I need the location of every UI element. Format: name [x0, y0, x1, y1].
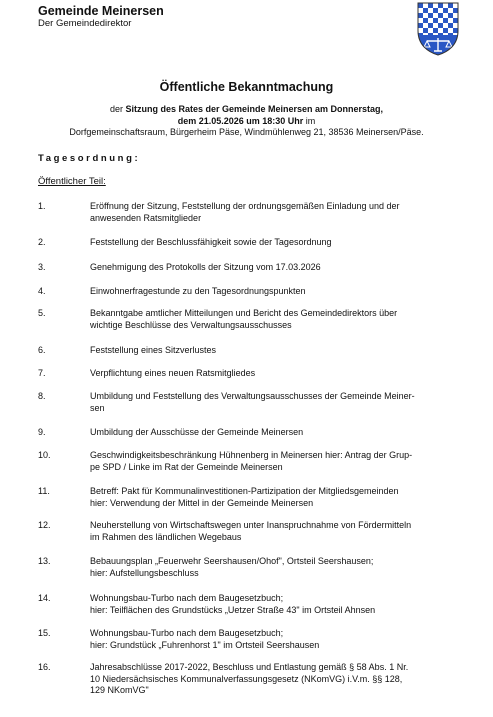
item-line: Neuherstellung von Wirtschaftswegen unter Inanspruchnahme von Fördermitteln [90, 520, 412, 530]
intro-line-3: Dorfgemeinschaftsraum, Bürgerheim Päse, Windmühlenweg 21, 38536 Meinersen/Päse. [69, 127, 424, 137]
item-line: Feststellung eines Sitzverlustes [90, 345, 217, 355]
item-line: Bebauungsplan „Feuerwehr Seershausen/Ohof", Ortsteil Seershausen; [90, 556, 374, 566]
item-text [90, 201, 463, 224]
item-line: Feststellung der Beschlussfähigkeit sowie der Tagesordnung [90, 237, 332, 247]
item-line: wichtige Beschlüsse des Verwaltungsausschusses [90, 319, 292, 330]
item-text [90, 391, 463, 414]
item-number: 6. [38, 345, 46, 355]
page-title: Öffentliche Bekanntmachung [159, 80, 334, 94]
item-line: hier: Verwendung der Mittel in der Gemeinde Meinersen [90, 497, 314, 508]
item-number: 9. [38, 427, 46, 437]
item-number: 3. [38, 262, 46, 272]
org-subtitle: Der Gemeindedirektor [38, 18, 132, 29]
item-line: Bekanntgabe amtlicher Mitteilungen und Bericht des Gemeindedirektors über [90, 308, 398, 318]
item-line: Wohnungsbau-Turbo nach dem Baugesetzbuch; [90, 628, 284, 638]
item-line: Eröffnung der Sitzung, Feststellung der ordnungsgemäßen Einladung und der [90, 201, 400, 211]
item-text [90, 286, 463, 298]
item-line: Genehmigung des Protokolls der Sitzung vom 17.03.2026 [90, 262, 321, 272]
item-number: 14. [38, 593, 51, 603]
item-line: Jahresabschlüsse 2017-2022, Beschluss und Entlastung gemäß § 58 Abs. 1 Nr. [90, 662, 409, 672]
item-number: 2. [38, 237, 46, 247]
item-line: pe SPD / Linke im Rat der Gemeinde Meinersen [90, 461, 283, 472]
item-text [90, 308, 463, 331]
item-text [90, 593, 463, 616]
item-line: hier: Aufstellungsbeschluss [90, 567, 199, 578]
item-text [90, 237, 463, 249]
letterhead [38, 4, 164, 30]
item-number: 8. [38, 391, 46, 401]
intro-line-1 [0, 104, 493, 116]
item-number: 15. [38, 628, 51, 638]
item-line: sen [90, 402, 105, 413]
item-number: 11. [38, 486, 50, 496]
intro-post: im [303, 115, 316, 126]
intro-bold-2: dem 21.05.2026 um 18:30 Uhr [177, 115, 304, 126]
item-number: 16. [38, 662, 51, 672]
item-line: Wohnungsbau-Turbo nach dem Baugesetzbuch; [90, 593, 284, 603]
item-number: 13. [38, 556, 51, 566]
item-line: 10 Niedersächsisches Kommunalverfassungsgesetz (NKomVG) i.V.m. §§ 128, [90, 673, 403, 684]
meeting-intro [0, 104, 493, 139]
item-line: hier: Teilflächen des Grundstücks „Uetzer Straße 43" im Ortsteil Ahnsen [90, 604, 376, 615]
item-text [90, 520, 463, 543]
item-number: 12. [38, 520, 51, 530]
item-line: Umbildung der Ausschüsse der Gemeinde Meinersen [90, 427, 304, 437]
intro-pre: der [109, 104, 126, 114]
public-part-heading: Öffentlicher Teil: [38, 176, 106, 187]
agenda-heading: Tagesordnung: [38, 153, 141, 164]
item-line: Umbildung und Feststellung des Verwaltungsausschusses der Gemeinde Meiner- [90, 391, 415, 401]
item-text [90, 427, 463, 439]
item-text [90, 345, 463, 357]
item-text [90, 662, 463, 697]
item-text [90, 450, 463, 473]
item-text [90, 262, 463, 274]
item-line: Einwohnerfragestunde zu den Tagesordnungspunkten [90, 286, 306, 296]
intro-bold-1: Sitzung des Rates der Gemeinde Meinersen am Donnerstag, [125, 104, 384, 114]
item-line: Betreff: Pakt für Kommunalinvestitionen-Partizipation der Mitgliedsgemeinden [90, 486, 399, 496]
item-number: 5. [38, 308, 46, 318]
item-number: 7. [38, 368, 46, 378]
coat-of-arms-icon [415, 1, 461, 57]
item-line: im Rahmen des ländlichen Wegebaus [90, 531, 242, 542]
item-number: 1. [38, 201, 46, 211]
item-line: 129 NKomVG" [90, 685, 149, 695]
item-text [90, 368, 463, 380]
org-name: Gemeinde Meinersen [38, 4, 164, 18]
intro-line-2 [0, 116, 493, 128]
item-line: hier: Grundstück „Fuhrenhorst 1" im Ortsteil Seershausen [90, 639, 320, 650]
item-text [90, 486, 463, 509]
item-text [90, 556, 463, 579]
item-text [90, 628, 463, 651]
item-number: 4. [38, 286, 46, 296]
item-line: anwesenden Ratsmitglieder [90, 212, 202, 223]
item-number: 10. [38, 450, 51, 460]
item-line: Geschwindigkeitsbeschränkung Hühnenberg in Meinersen hier: Antrag der Grup- [90, 450, 413, 460]
item-line: Verpflichtung eines neuen Ratsmitgliedes [90, 368, 256, 378]
